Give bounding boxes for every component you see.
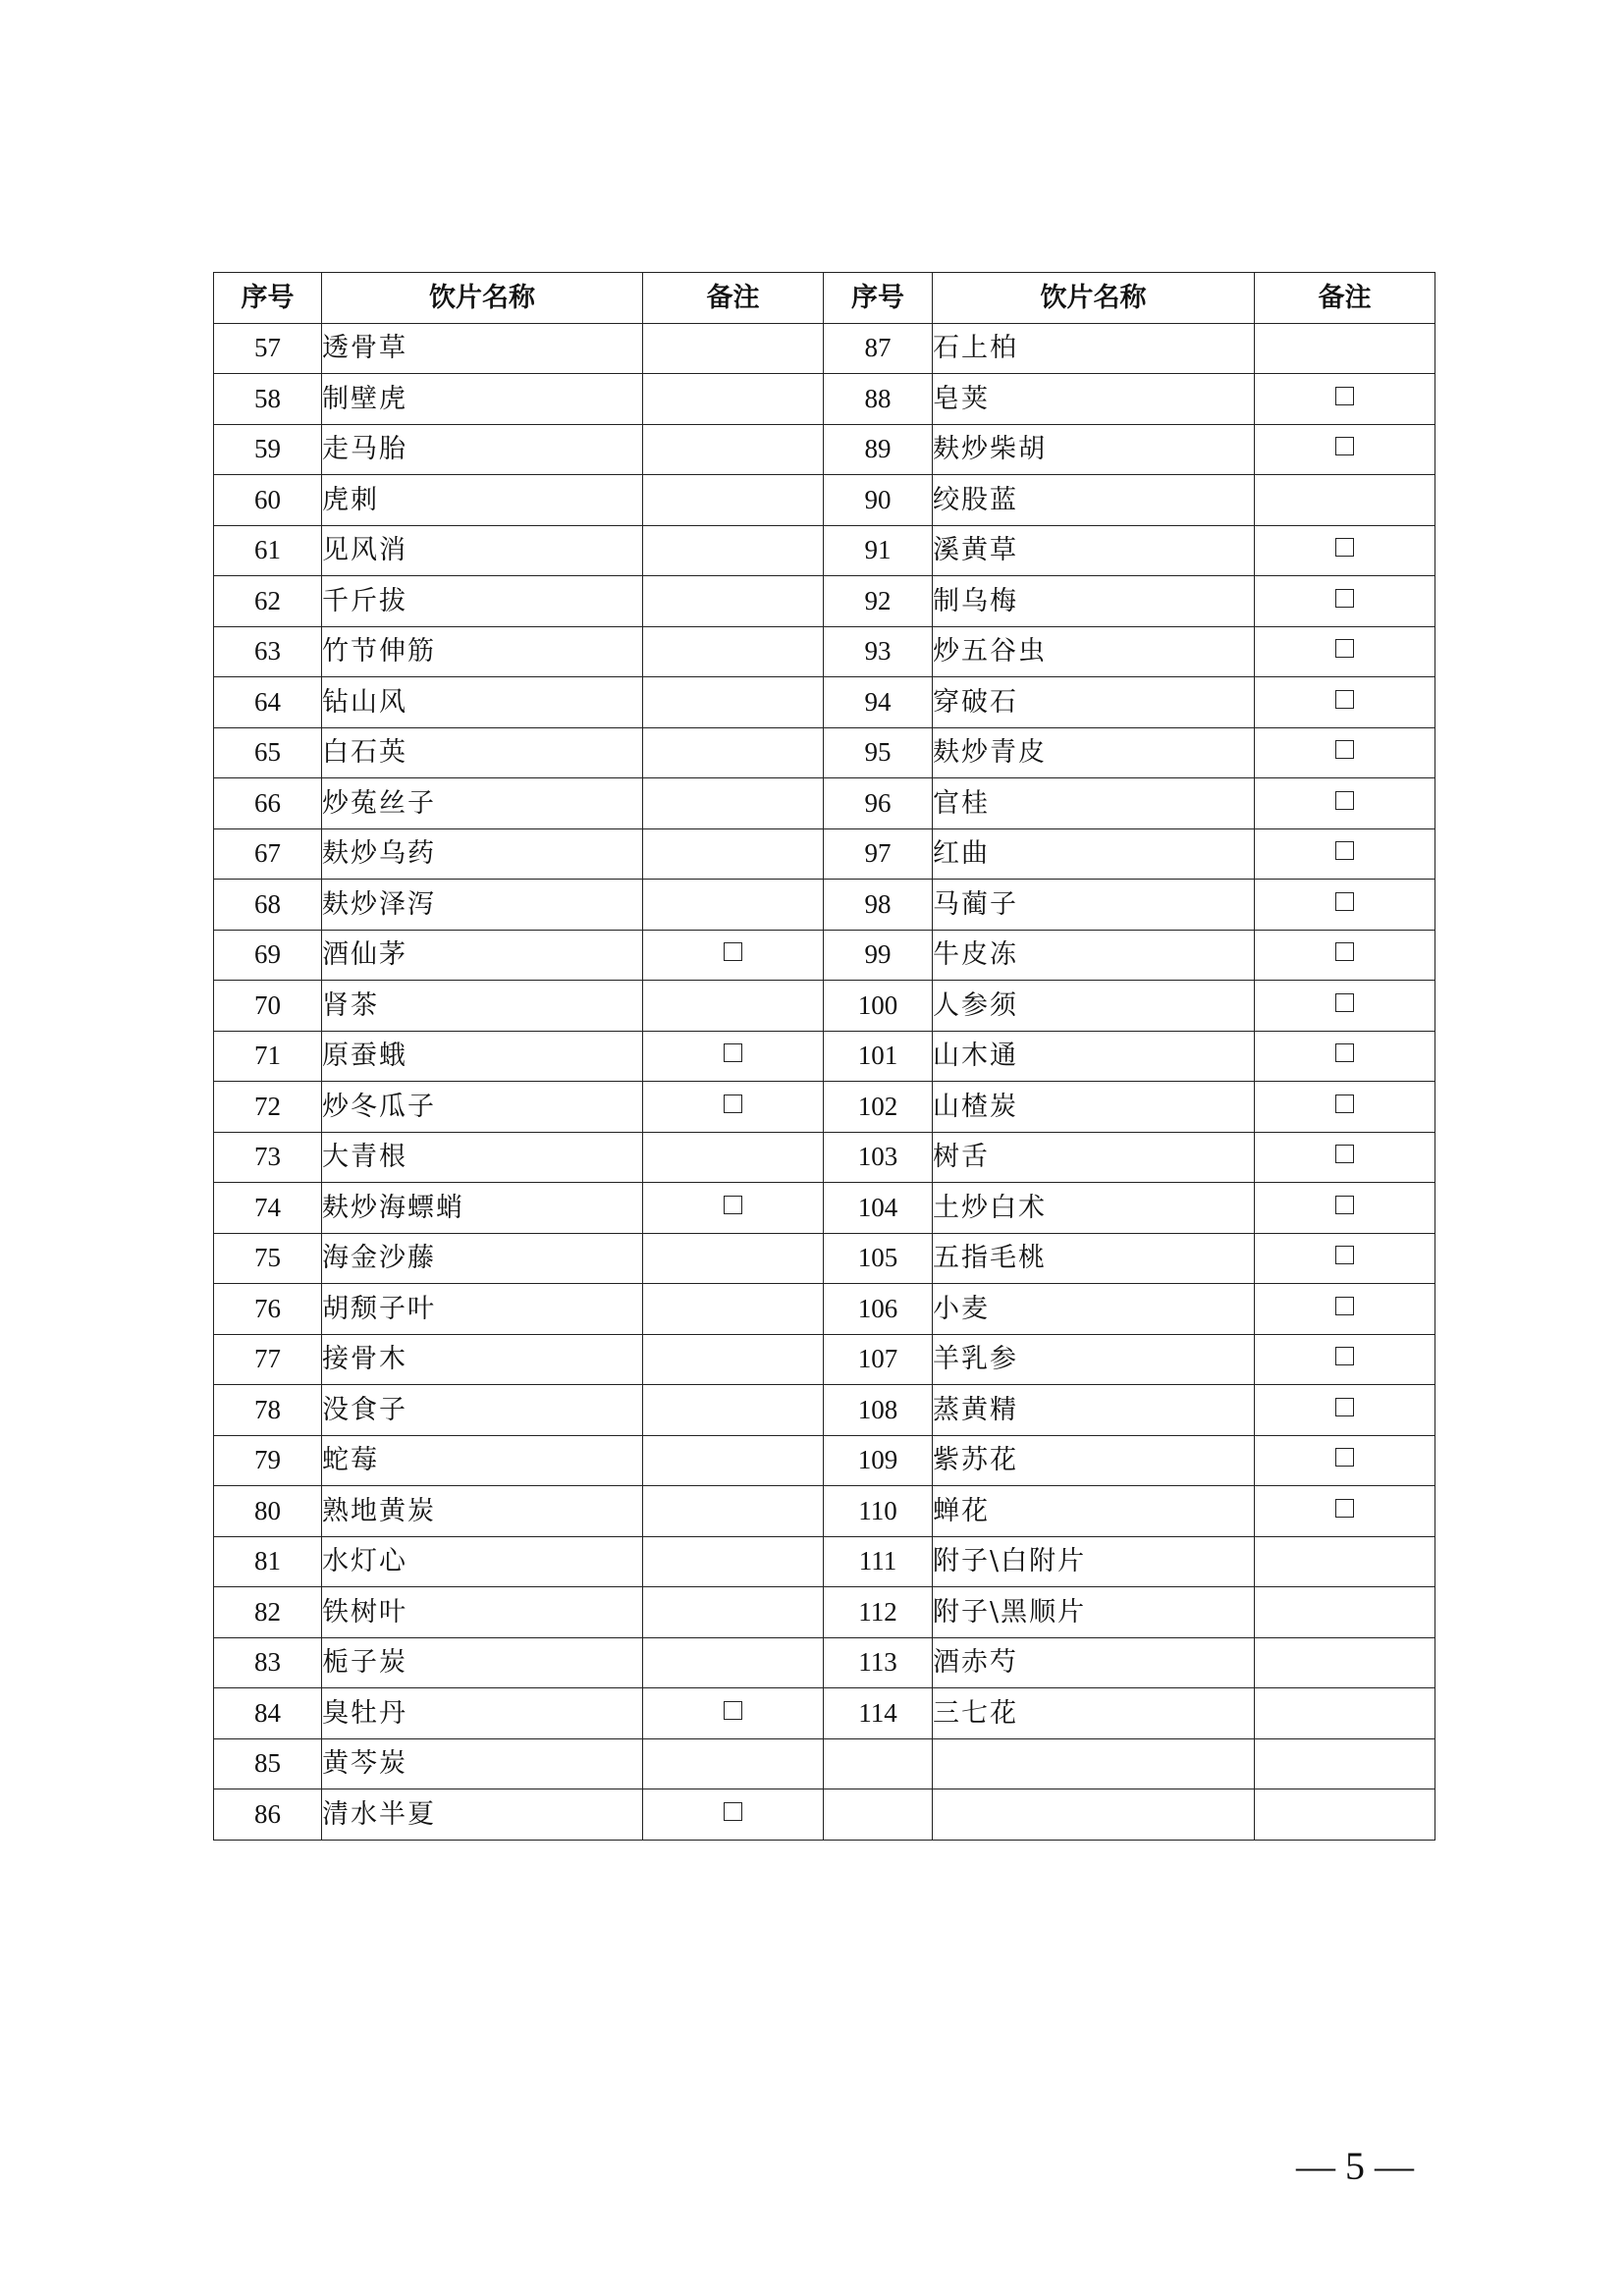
right-herb-name-cell: 官桂 — [933, 778, 1255, 829]
checkbox-icon — [724, 1095, 742, 1113]
right-note-cell — [1255, 1486, 1435, 1537]
left-note-cell — [643, 323, 824, 374]
right-herb-name-cell: 石上柏 — [933, 323, 1255, 374]
right-note-cell — [1255, 1637, 1435, 1688]
left-herb-name-cell: 虎刺 — [322, 475, 643, 526]
left-herb-name-cell: 大青根 — [322, 1132, 643, 1183]
left-note-cell — [643, 1637, 824, 1688]
right-seq-cell: 109 — [824, 1435, 933, 1486]
right-seq-cell: 101 — [824, 1031, 933, 1082]
left-note-cell — [643, 1789, 824, 1841]
left-note-cell — [643, 374, 824, 425]
right-herb-name-cell: 山楂炭 — [933, 1082, 1255, 1133]
left-herb-name-cell: 胡颓子叶 — [322, 1284, 643, 1335]
left-herb-name-cell: 炒菟丝子 — [322, 778, 643, 829]
left-herb-name-cell: 肾茶 — [322, 981, 643, 1032]
left-seq-cell: 63 — [214, 626, 322, 677]
right-seq-cell: 93 — [824, 626, 933, 677]
checkbox-icon — [1335, 841, 1354, 860]
left-herb-name-cell: 清水半夏 — [322, 1789, 643, 1841]
right-herb-name-cell: 三七花 — [933, 1688, 1255, 1739]
right-seq-cell: 99 — [824, 930, 933, 981]
left-note-cell — [643, 1233, 824, 1284]
left-seq-cell: 64 — [214, 677, 322, 728]
left-herb-name-cell: 白石英 — [322, 727, 643, 778]
left-seq-cell: 77 — [214, 1334, 322, 1385]
right-seq-cell: 88 — [824, 374, 933, 425]
left-note-cell — [643, 1435, 824, 1486]
left-note-cell — [643, 424, 824, 475]
right-herb-name-cell: 牛皮冻 — [933, 930, 1255, 981]
right-seq-cell: 102 — [824, 1082, 933, 1133]
table-row — [214, 778, 1435, 829]
table-row — [214, 1284, 1435, 1335]
left-herb-name-cell: 海金沙藤 — [322, 1233, 643, 1284]
left-note-cell — [643, 1082, 824, 1133]
left-herb-name-cell: 水灯心 — [322, 1536, 643, 1587]
table-row — [214, 626, 1435, 677]
right-herb-name-cell: 紫苏花 — [933, 1435, 1255, 1486]
table-body — [214, 323, 1435, 1840]
left-herb-name-cell: 黄芩炭 — [322, 1738, 643, 1789]
table-row — [214, 981, 1435, 1032]
checkbox-icon — [1335, 690, 1354, 709]
left-note-cell — [643, 576, 824, 627]
left-seq-cell: 59 — [214, 424, 322, 475]
right-note-cell — [1255, 727, 1435, 778]
right-herb-name-cell: 羊乳参 — [933, 1334, 1255, 1385]
checkbox-icon — [1335, 1448, 1354, 1467]
right-herb-name-cell: 附子\白附片 — [933, 1536, 1255, 1587]
left-seq-cell: 80 — [214, 1486, 322, 1537]
right-seq-cell: 97 — [824, 828, 933, 880]
left-seq-cell: 74 — [214, 1183, 322, 1234]
checkbox-icon — [1335, 387, 1354, 405]
right-note-cell — [1255, 323, 1435, 374]
left-seq-cell: 69 — [214, 930, 322, 981]
left-note-cell — [643, 1486, 824, 1537]
right-note-cell — [1255, 1082, 1435, 1133]
right-herb-name-cell: 溪黄草 — [933, 525, 1255, 576]
right-herb-name-cell: 蒸黄精 — [933, 1385, 1255, 1436]
right-seq-cell: 111 — [824, 1536, 933, 1587]
left-note-cell — [643, 828, 824, 880]
checkbox-icon — [1335, 1095, 1354, 1113]
right-seq-cell: 87 — [824, 323, 933, 374]
table-row — [214, 1031, 1435, 1082]
left-seq-cell: 73 — [214, 1132, 322, 1183]
table-row — [214, 1738, 1435, 1789]
left-herb-name-cell: 竹节伸筋 — [322, 626, 643, 677]
left-note-cell — [643, 930, 824, 981]
checkbox-icon — [1335, 740, 1354, 759]
left-note-cell — [643, 1688, 824, 1739]
left-herb-name-cell: 熟地黄炭 — [322, 1486, 643, 1537]
right-seq-cell: 104 — [824, 1183, 933, 1234]
left-seq-cell: 86 — [214, 1789, 322, 1841]
left-note-cell — [643, 1031, 824, 1082]
checkbox-icon — [1335, 1043, 1354, 1062]
left-note-cell — [643, 727, 824, 778]
table-row — [214, 828, 1435, 880]
left-herb-name-cell: 铁树叶 — [322, 1587, 643, 1638]
left-note-cell — [643, 1536, 824, 1587]
left-seq-cell: 78 — [214, 1385, 322, 1436]
right-note-cell — [1255, 1233, 1435, 1284]
right-seq-cell: 110 — [824, 1486, 933, 1537]
right-seq-cell: 96 — [824, 778, 933, 829]
left-seq-cell: 67 — [214, 828, 322, 880]
checkbox-icon — [1335, 892, 1354, 911]
right-note-cell — [1255, 1587, 1435, 1638]
right-note-cell — [1255, 1536, 1435, 1587]
right-herb-name-cell — [933, 1738, 1255, 1789]
right-seq-cell: 106 — [824, 1284, 933, 1335]
left-herb-name-cell: 千斤拔 — [322, 576, 643, 627]
checkbox-icon — [1335, 791, 1354, 810]
left-herb-name-cell: 炒冬瓜子 — [322, 1082, 643, 1133]
right-herb-name-cell: 绞股蓝 — [933, 475, 1255, 526]
right-note-cell — [1255, 1688, 1435, 1739]
table-row — [214, 424, 1435, 475]
table-row — [214, 1486, 1435, 1537]
right-seq-cell: 92 — [824, 576, 933, 627]
right-herb-name-cell: 马蔺子 — [933, 880, 1255, 931]
left-seq-cell: 57 — [214, 323, 322, 374]
checkbox-icon — [1335, 538, 1354, 557]
table-row — [214, 1789, 1435, 1841]
left-note-cell — [643, 1738, 824, 1789]
right-seq-cell: 112 — [824, 1587, 933, 1638]
table-row — [214, 525, 1435, 576]
left-seq-cell: 82 — [214, 1587, 322, 1638]
right-herb-name-cell: 红曲 — [933, 828, 1255, 880]
herb-list-table — [213, 272, 1435, 1841]
header-name-right: 饮片名称 — [933, 273, 1255, 324]
left-seq-cell: 58 — [214, 374, 322, 425]
right-herb-name-cell: 五指毛桃 — [933, 1233, 1255, 1284]
left-seq-cell: 65 — [214, 727, 322, 778]
right-herb-name-cell: 皂荚 — [933, 374, 1255, 425]
table-row — [214, 323, 1435, 374]
right-herb-name-cell: 制乌梅 — [933, 576, 1255, 627]
left-herb-name-cell: 臭牡丹 — [322, 1688, 643, 1739]
left-herb-name-cell: 没食子 — [322, 1385, 643, 1436]
right-note-cell — [1255, 1334, 1435, 1385]
left-herb-name-cell: 麸炒海螵蛸 — [322, 1183, 643, 1234]
table-row — [214, 1435, 1435, 1486]
table-row — [214, 576, 1435, 627]
left-note-cell — [643, 525, 824, 576]
left-seq-cell: 75 — [214, 1233, 322, 1284]
right-note-cell — [1255, 424, 1435, 475]
left-seq-cell: 70 — [214, 981, 322, 1032]
table-row — [214, 1536, 1435, 1587]
table-row — [214, 1082, 1435, 1133]
table-row — [214, 475, 1435, 526]
right-seq-cell: 89 — [824, 424, 933, 475]
left-note-cell — [643, 475, 824, 526]
right-herb-name-cell: 附子\黑顺片 — [933, 1587, 1255, 1638]
table-row — [214, 374, 1435, 425]
table-row — [214, 1637, 1435, 1688]
checkbox-icon — [724, 1196, 742, 1214]
right-note-cell — [1255, 475, 1435, 526]
left-herb-name-cell: 走马胎 — [322, 424, 643, 475]
header-seq-right: 序号 — [824, 273, 933, 324]
right-seq-cell: 94 — [824, 677, 933, 728]
table-row — [214, 1233, 1435, 1284]
left-seq-cell: 62 — [214, 576, 322, 627]
left-seq-cell: 61 — [214, 525, 322, 576]
right-herb-name-cell: 土炒白术 — [933, 1183, 1255, 1234]
left-note-cell — [643, 1284, 824, 1335]
table-row — [214, 727, 1435, 778]
left-herb-name-cell: 见风消 — [322, 525, 643, 576]
right-herb-name-cell: 蝉花 — [933, 1486, 1255, 1537]
right-note-cell — [1255, 930, 1435, 981]
right-herb-name-cell: 酒赤芍 — [933, 1637, 1255, 1688]
checkbox-icon — [724, 1043, 742, 1062]
checkbox-icon — [1335, 1196, 1354, 1214]
right-seq-cell: 105 — [824, 1233, 933, 1284]
right-seq-cell: 113 — [824, 1637, 933, 1688]
left-seq-cell: 81 — [214, 1536, 322, 1587]
checkbox-icon — [1335, 1347, 1354, 1365]
left-note-cell — [643, 981, 824, 1032]
right-seq-cell: 90 — [824, 475, 933, 526]
checkbox-icon — [1335, 589, 1354, 608]
table-row — [214, 1385, 1435, 1436]
right-note-cell — [1255, 828, 1435, 880]
header-note-left: 备注 — [643, 273, 824, 324]
right-note-cell — [1255, 1284, 1435, 1335]
right-herb-name-cell: 麸炒柴胡 — [933, 424, 1255, 475]
checkbox-icon — [724, 942, 742, 961]
right-note-cell — [1255, 576, 1435, 627]
right-note-cell — [1255, 1183, 1435, 1234]
left-herb-name-cell: 麸炒泽泻 — [322, 880, 643, 931]
left-herb-name-cell: 栀子炭 — [322, 1637, 643, 1688]
right-seq-cell — [824, 1738, 933, 1789]
left-herb-name-cell: 蛇莓 — [322, 1435, 643, 1486]
right-seq-cell: 98 — [824, 880, 933, 931]
left-seq-cell: 60 — [214, 475, 322, 526]
right-seq-cell: 114 — [824, 1688, 933, 1739]
left-seq-cell: 84 — [214, 1688, 322, 1739]
checkbox-icon — [1335, 1398, 1354, 1416]
right-note-cell — [1255, 778, 1435, 829]
header-name-left: 饮片名称 — [322, 273, 643, 324]
left-note-cell — [643, 1183, 824, 1234]
left-note-cell — [643, 778, 824, 829]
table-row — [214, 1132, 1435, 1183]
left-herb-name-cell: 接骨木 — [322, 1334, 643, 1385]
table-row — [214, 1587, 1435, 1638]
left-seq-cell: 72 — [214, 1082, 322, 1133]
checkbox-icon — [1335, 1246, 1354, 1264]
right-herb-name-cell — [933, 1789, 1255, 1841]
right-note-cell — [1255, 626, 1435, 677]
left-note-cell — [643, 1385, 824, 1436]
right-seq-cell: 91 — [824, 525, 933, 576]
right-note-cell — [1255, 677, 1435, 728]
table-row — [214, 1334, 1435, 1385]
left-note-cell — [643, 880, 824, 931]
right-note-cell — [1255, 1385, 1435, 1436]
left-herb-name-cell: 透骨草 — [322, 323, 643, 374]
left-seq-cell: 85 — [214, 1738, 322, 1789]
right-note-cell — [1255, 880, 1435, 931]
table-row — [214, 1688, 1435, 1739]
right-herb-name-cell: 树舌 — [933, 1132, 1255, 1183]
left-note-cell — [643, 1334, 824, 1385]
right-note-cell — [1255, 1435, 1435, 1486]
right-note-cell — [1255, 1738, 1435, 1789]
table-header-row — [214, 273, 1435, 324]
right-seq-cell — [824, 1789, 933, 1841]
checkbox-icon — [724, 1802, 742, 1821]
right-herb-name-cell: 穿破石 — [933, 677, 1255, 728]
right-note-cell — [1255, 1789, 1435, 1841]
left-seq-cell: 79 — [214, 1435, 322, 1486]
right-seq-cell: 107 — [824, 1334, 933, 1385]
left-seq-cell: 68 — [214, 880, 322, 931]
left-seq-cell: 83 — [214, 1637, 322, 1688]
right-herb-name-cell: 炒五谷虫 — [933, 626, 1255, 677]
table-row — [214, 1183, 1435, 1234]
checkbox-icon — [1335, 1145, 1354, 1163]
header-note-right: 备注 — [1255, 273, 1435, 324]
left-herb-name-cell: 麸炒乌药 — [322, 828, 643, 880]
checkbox-icon — [1335, 993, 1354, 1012]
right-herb-name-cell: 小麦 — [933, 1284, 1255, 1335]
left-herb-name-cell: 钻山风 — [322, 677, 643, 728]
checkbox-icon — [1335, 942, 1354, 961]
left-note-cell — [643, 1132, 824, 1183]
checkbox-icon — [1335, 639, 1354, 658]
checkbox-icon — [1335, 437, 1354, 455]
right-note-cell — [1255, 374, 1435, 425]
left-herb-name-cell: 原蚕蛾 — [322, 1031, 643, 1082]
left-seq-cell: 66 — [214, 778, 322, 829]
left-seq-cell: 71 — [214, 1031, 322, 1082]
page-number: — 5 — — [1296, 2144, 1414, 2188]
checkbox-icon — [724, 1701, 742, 1720]
right-seq-cell: 103 — [824, 1132, 933, 1183]
right-herb-name-cell: 人参须 — [933, 981, 1255, 1032]
left-note-cell — [643, 1587, 824, 1638]
right-herb-name-cell: 麸炒青皮 — [933, 727, 1255, 778]
table-row — [214, 677, 1435, 728]
right-note-cell — [1255, 525, 1435, 576]
right-seq-cell: 100 — [824, 981, 933, 1032]
right-note-cell — [1255, 1031, 1435, 1082]
left-note-cell — [643, 677, 824, 728]
checkbox-icon — [1335, 1297, 1354, 1315]
table-row — [214, 930, 1435, 981]
right-seq-cell: 95 — [824, 727, 933, 778]
right-note-cell — [1255, 981, 1435, 1032]
header-seq-left: 序号 — [214, 273, 322, 324]
left-herb-name-cell: 酒仙茅 — [322, 930, 643, 981]
right-seq-cell: 108 — [824, 1385, 933, 1436]
left-seq-cell: 76 — [214, 1284, 322, 1335]
left-herb-name-cell: 制壁虎 — [322, 374, 643, 425]
right-herb-name-cell: 山木通 — [933, 1031, 1255, 1082]
right-note-cell — [1255, 1132, 1435, 1183]
left-note-cell — [643, 626, 824, 677]
table-row — [214, 880, 1435, 931]
checkbox-icon — [1335, 1499, 1354, 1518]
